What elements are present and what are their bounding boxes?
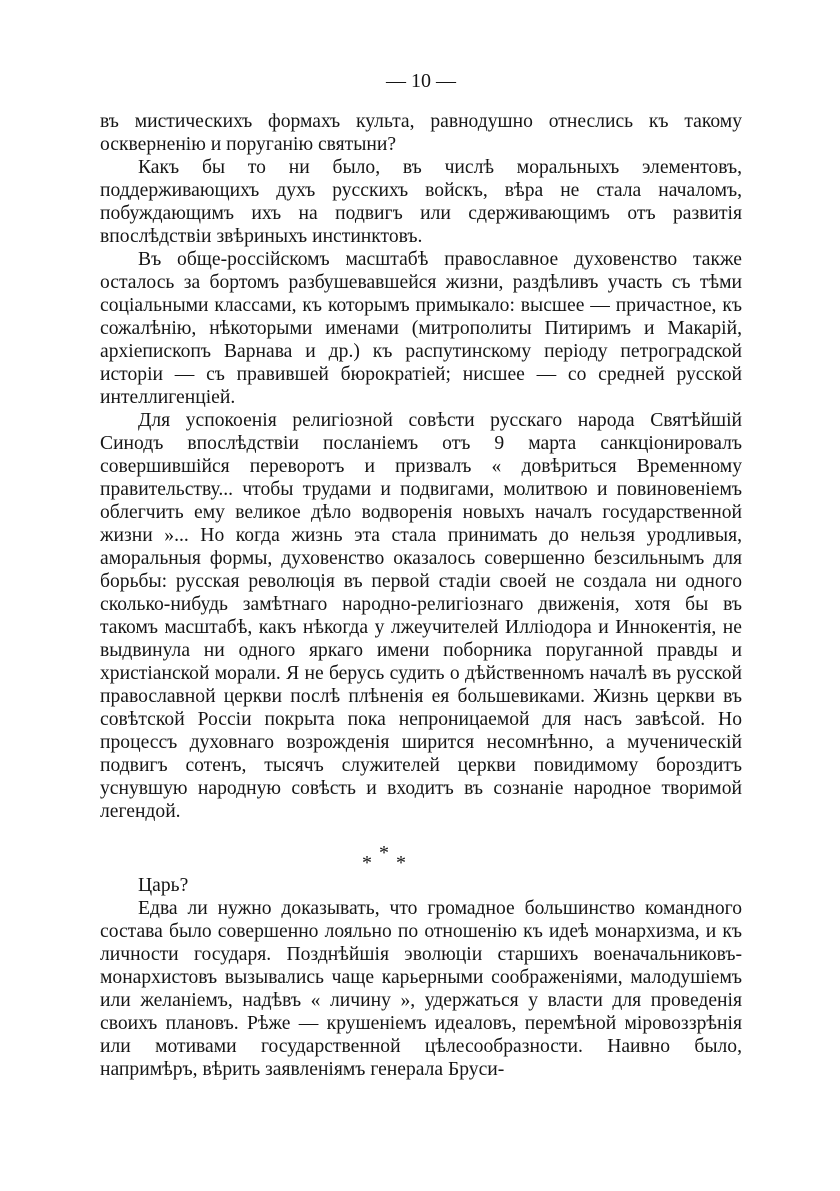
section-heading: Царь? <box>138 875 189 896</box>
separator-asterisk: * <box>379 842 389 864</box>
separator-asterisk: * <box>396 852 406 874</box>
paragraph: Едва ли нужно доказывать, что громадное большинство командного состава было совершенно лояльно по отношенію къ идеѣ монархизма, и къ личности государя. Позднѣйшія эволюціи старшихъ военачальниковъ-монархистовъ вызывались чаще карьерными соображеніями, малодушіемъ или желаніемъ, надѣвъ « личину », удержаться у власти для проведенія своихъ плановъ. Рѣже — крушеніемъ идеаловъ, перемѣной міровоззрѣнія или мотивами государственной цѣлесообразности. Наивно было, напримѣръ, вѣрить заявленіямъ генерала Бруси- <box>100 898 742 1080</box>
paragraph: Какъ бы то ни было, въ числѣ моральныхъ элементовъ, поддерживающихъ духъ русскихъ войскъ, вѣра не стала началомъ, побуждающимъ ихъ на подвигъ или сдерживающимъ отъ развитія впослѣдствіи звѣриныхъ инстинктовъ. <box>100 157 742 247</box>
section-separator <box>100 842 742 872</box>
paragraph-continuation: въ мистическихъ формахъ культа, равнодушно отнеслись къ такому оскверненію и поруганію святыни? <box>100 111 742 155</box>
paragraph: Въ обще-россійскомъ масштабѣ православное духовенство также осталось за бортомъ разбушевавшейся жизни, раздѣливъ участь съ тѣми соціальными классами, къ которымъ примыкало: высшее — причастное, къ сожалѣнію, нѣкоторыми именами (митрополиты Питиримъ и Макарій, архіепископъ Варнава и др.) къ распутинскому періоду петроградской исторіи — съ правившей бюрократіей; нисшее — со средней русской интеллигенціей. <box>100 249 742 408</box>
paragraph: Для успокоенія религіозной совѣсти русскаго народа Святѣйшій Синодъ впослѣдствіи посланіемъ отъ 9 марта санкціонировалъ совершившійся переворотъ и призвалъ « довѣриться Временному правительству... чтобы трудами и подвигами, молитвою и повиновеніемъ облегчить ему великое дѣло водворенія новыхъ началъ государственной жизни »... Но когда жизнь эта стала принимать до нельзя уродливыя, аморальныя формы, духовенство оказалось совершенно безсильнымъ для борьбы: русская революція въ первой стадіи своей не создала ни одного сколько-нибудь замѣтнаго народно-религіознаго движенія, хотя бы въ такомъ масштабѣ, какъ нѣкогда у лжеучителей Илліодора и Иннокентія, не выдвинула ни одного яркаго имени поборника поруганной правды и христіанской морали. Я не берусь судить о дѣйственномъ началѣ въ русской православной церкви послѣ плѣненія ея большевиками. Жизнь церкви въ совѣтской Россіи покрыта пока непроницаемой для насъ завѣсой. Но процессъ духовнаго возрожденія ширится несомнѣнно, а мученическій подвигъ сотенъ, тысячъ служителей церкви повидимому бороздитъ уснувшую народную совѣсть и входитъ въ сознаніе народное творимой легендой. <box>100 410 742 822</box>
separator-asterisk: * <box>362 852 372 874</box>
page <box>100 70 742 1081</box>
page-number: — 10 — <box>386 70 456 92</box>
